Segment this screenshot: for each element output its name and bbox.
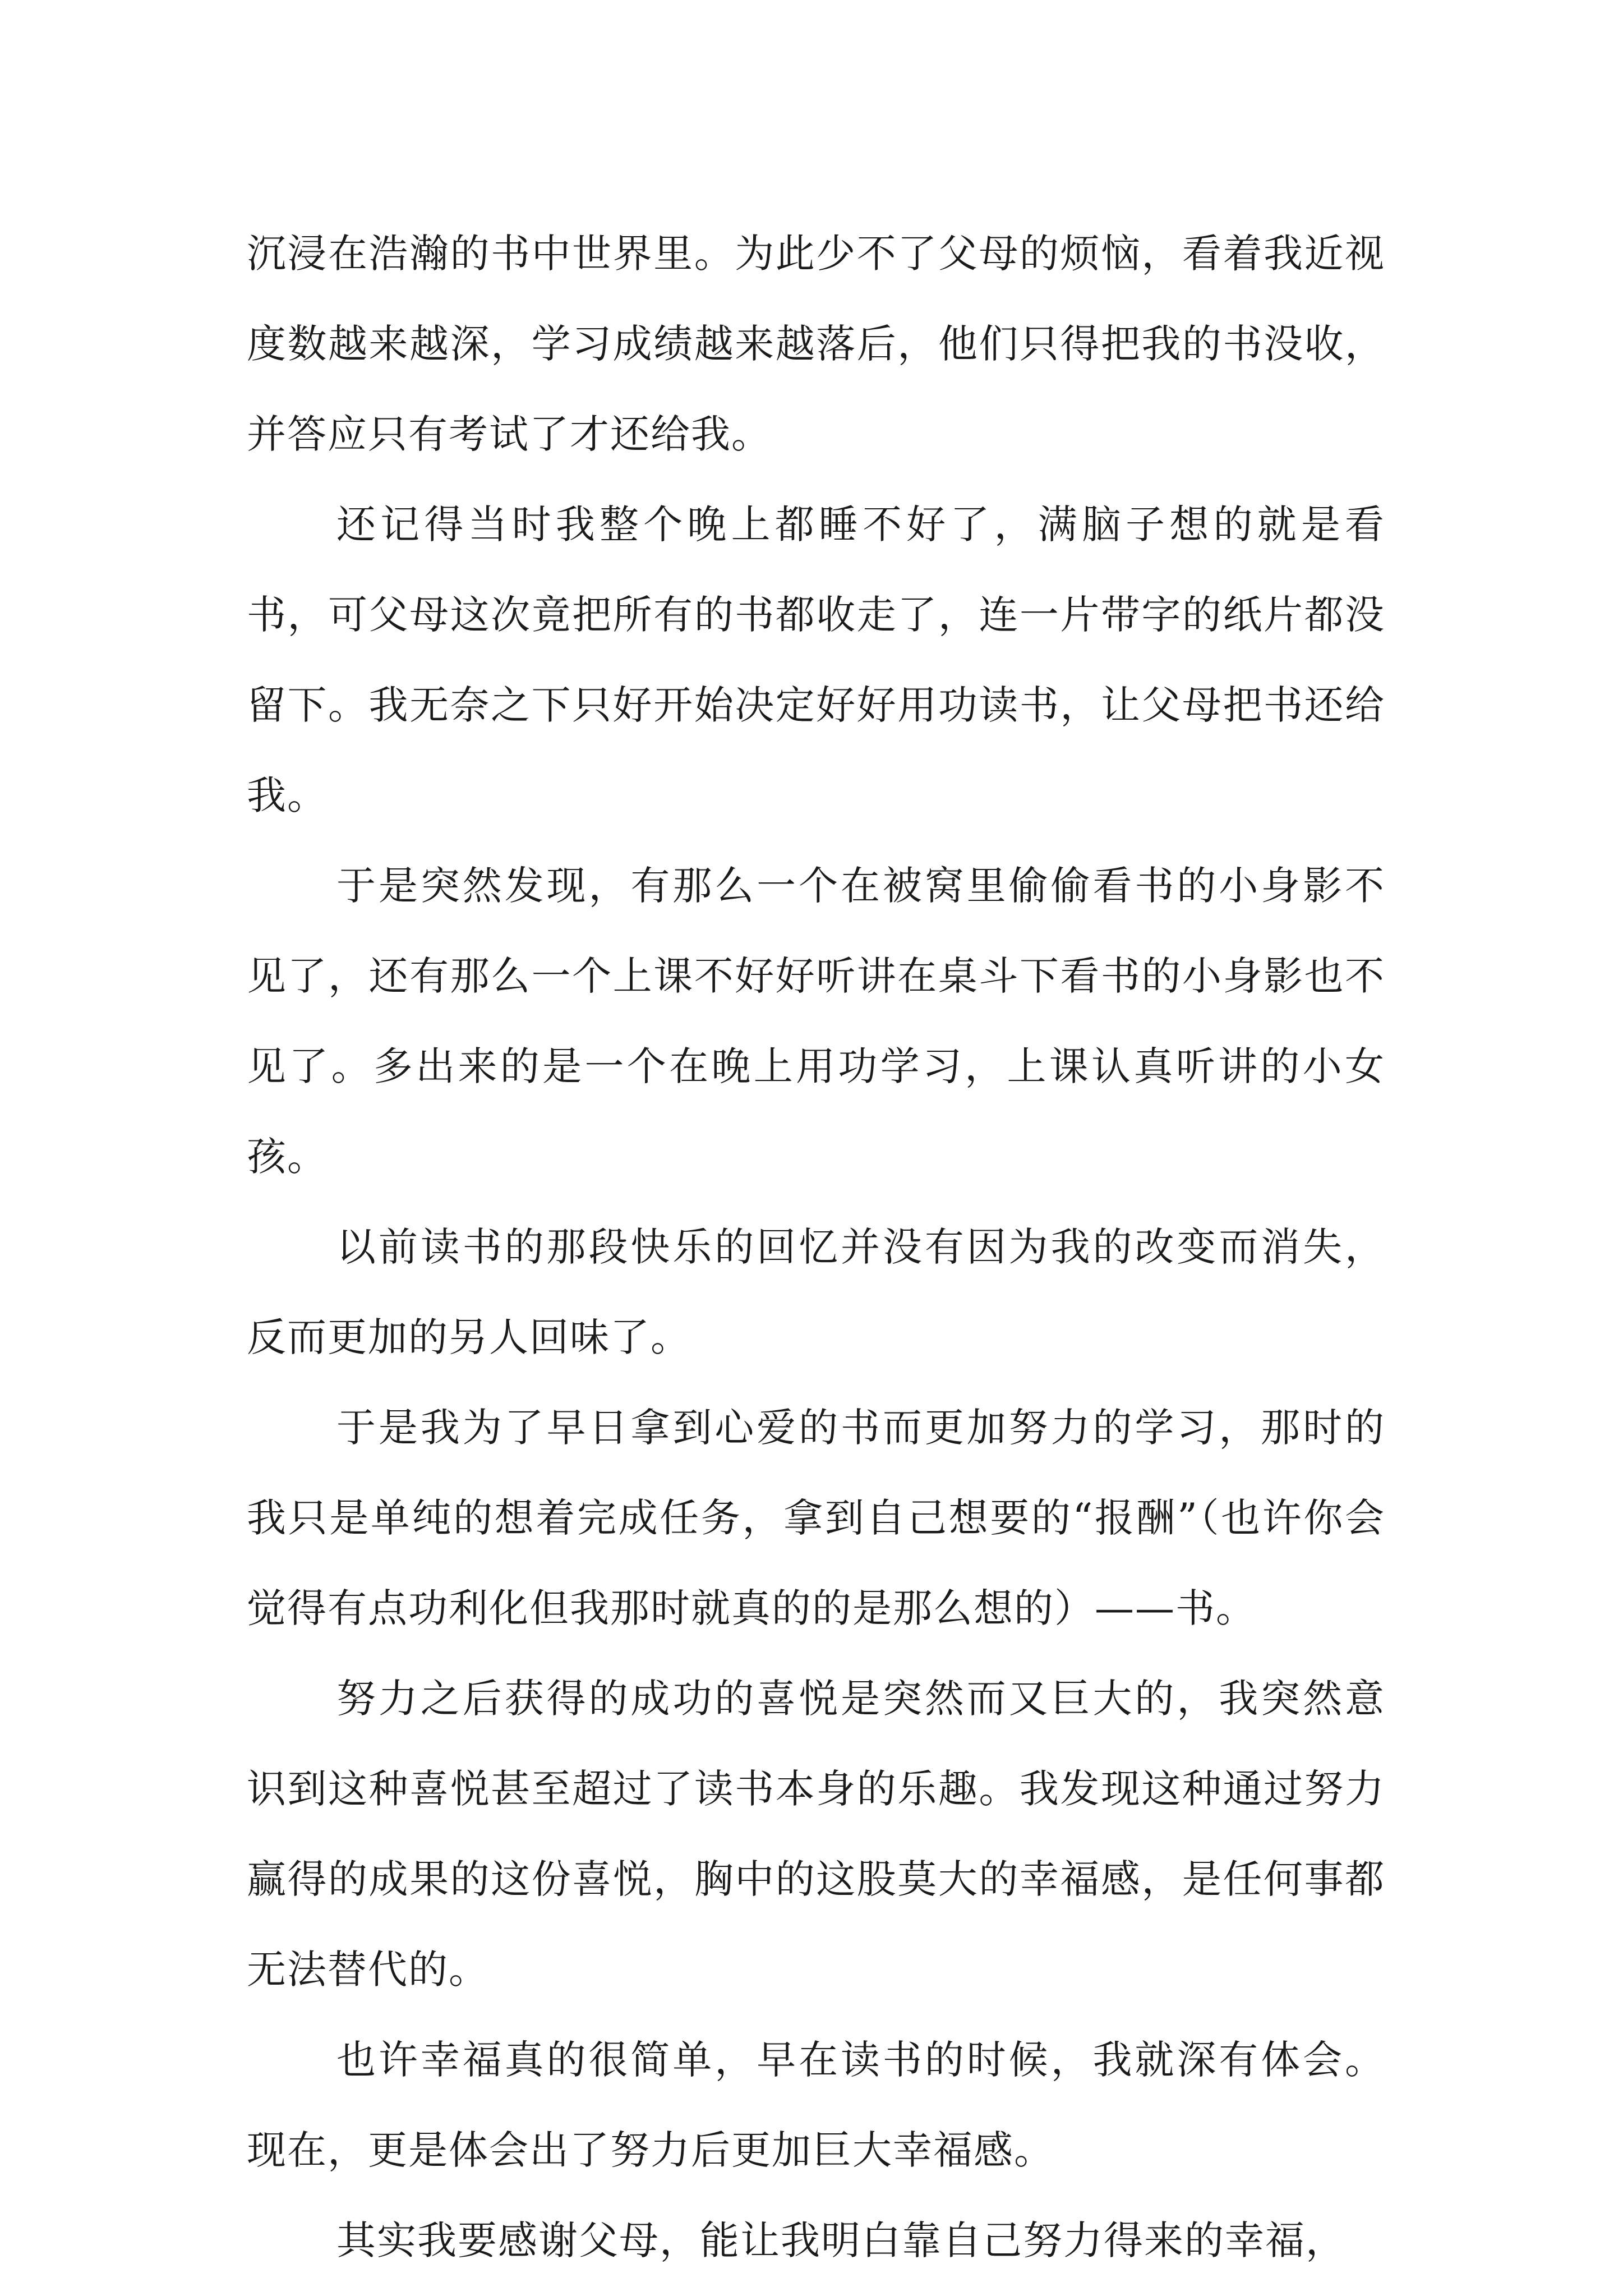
paragraph-5: 于是我为了早日拿到心爱的书而更加努力的学习，那时的我只是单纯的想着完成任务，拿到自己想要的“报酬”（也许你会觉得有点功利化但我那时就真的的是那么想的）——书。 — [247, 1405, 1385, 1631]
paragraph-4: 以前读书的那段快乐的回忆并没有因为我的改变而消失，反而更加的另人回味了。 — [247, 1224, 1385, 1360]
paragraph-3: 于是突然发现，有那么一个在被窝里偷偷看书的小身影不见了，还有那么一个上课不好好听讲在桌斗下看书的小身影也不见了。多出来的是一个在晚上用功学习，上课认真听讲的小女孩。 — [247, 863, 1385, 1180]
paragraph-7: 也许幸福真的很简单，早在读书的时候，我就深有体会。现在，更是体会出了努力后更加巨大幸福感。 — [247, 2037, 1385, 2173]
paragraph-6: 努力之后获得的成功的喜悦是突然而又巨大的，我突然意识到这种喜悦甚至超过了读书本身的乐趣。我发现这种通过努力赢得的成果的这份喜悦，胸中的这股莫大的幸福感，是任何事都无法替代的。 — [247, 1676, 1385, 1993]
paragraph-1: 沉浸在浩瀚的书中世界里。为此少不了父母的烦恼，看着我近视度数越来越深，学习成绩越来越落后，他们只得把我的书没收，并答应只有考试了才还给我。 — [247, 231, 1385, 457]
paragraph-8: 其实我要感谢父母，能让我明白靠自己努力得来的幸福， — [336, 2217, 1346, 2263]
paragraph-2: 还记得当时我整个晚上都睡不好了，满脑子想的就是看书，可父母这次竟把所有的书都收走了，连一片带字的纸片都没留下。我无奈之下只好开始决定好好用功读书，让父母把书还给我。 — [247, 501, 1385, 818]
document-body — [247, 209, 1385, 2286]
